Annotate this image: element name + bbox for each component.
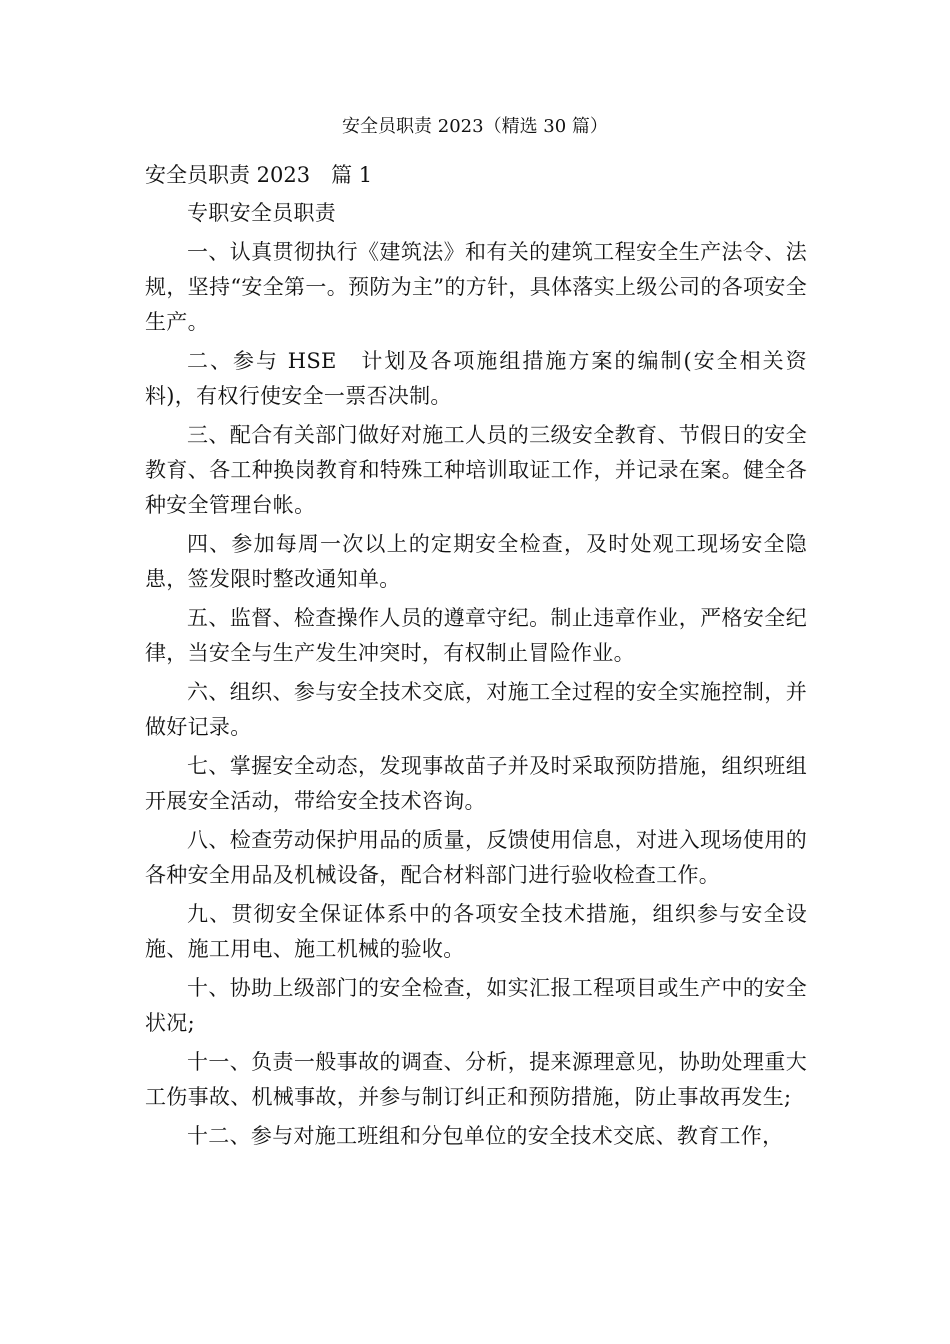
paragraph-5: 五、监督、检查操作人员的遵章守纪。制止违章作业，严格安全纪律，当安全与生产发生冲突时，有权制止冒险作业。 bbox=[145, 606, 807, 665]
document-body bbox=[145, 196, 807, 1158]
paragraph-10: 十、协助上级部门的安全检查，如实汇报工程项目或生产中的安全状况; bbox=[145, 976, 807, 1035]
paragraph-9: 九、贯彻安全保证体系中的各项安全技术措施，组织参与安全设施、施工用电、施工机械的验收。 bbox=[145, 902, 807, 961]
paragraph-8: 八、检查劳动保护用品的质量，反馈使用信息，对进入现场使用的各种安全用品及机械设备，配合材料部门进行验收检查工作。 bbox=[145, 828, 807, 887]
paragraph-7: 七、掌握安全动态，发现事故苗子并及时采取预防措施，组织班组开展安全活动，带给安全技术咨询。 bbox=[145, 754, 807, 813]
paragraph-3: 三、配合有关部门做好对施工人员的三级安全教育、节假日的安全教育、各工种换岗教育和特殊工种培训取证工作，并记录在案。健全各种安全管理台帐。 bbox=[145, 423, 807, 517]
section-heading: 安全员职责 2023 篇 1 bbox=[145, 163, 373, 187]
paragraph-6: 六、组织、参与安全技术交底，对施工全过程的安全实施控制，并做好记录。 bbox=[145, 680, 807, 739]
sub-heading: 专职安全员职责 bbox=[187, 201, 337, 225]
paragraph-12: 十二、参与对施工班组和分包单位的安全技术交底、教育工作， bbox=[187, 1124, 784, 1148]
paragraph-1: 一、认真贯彻执行《建筑法》和有关的建筑工程安全生产法令、法规，坚持“安全第一。预防为主”的方针，具体落实上级公司的各项安全生产。 bbox=[145, 240, 807, 334]
paragraph-11: 十一、负责一般事故的调查、分析，提来源理意见，协助处理重大工伤事故、机械事故，并参与制订纠正和预防措施，防止事故再发生; bbox=[145, 1050, 807, 1109]
paragraph-2: 二、参与 HSE 计划及各项施组措施方案的编制(安全相关资料)，有权行使安全一票否决制。 bbox=[145, 349, 807, 408]
document-title: 安全员职责 2023（精选 30 篇） bbox=[342, 116, 608, 137]
paragraph-4: 四、参加每周一次以上的定期安全检查，及时处观工现场安全隐患，签发限时整改通知单。 bbox=[145, 532, 807, 591]
